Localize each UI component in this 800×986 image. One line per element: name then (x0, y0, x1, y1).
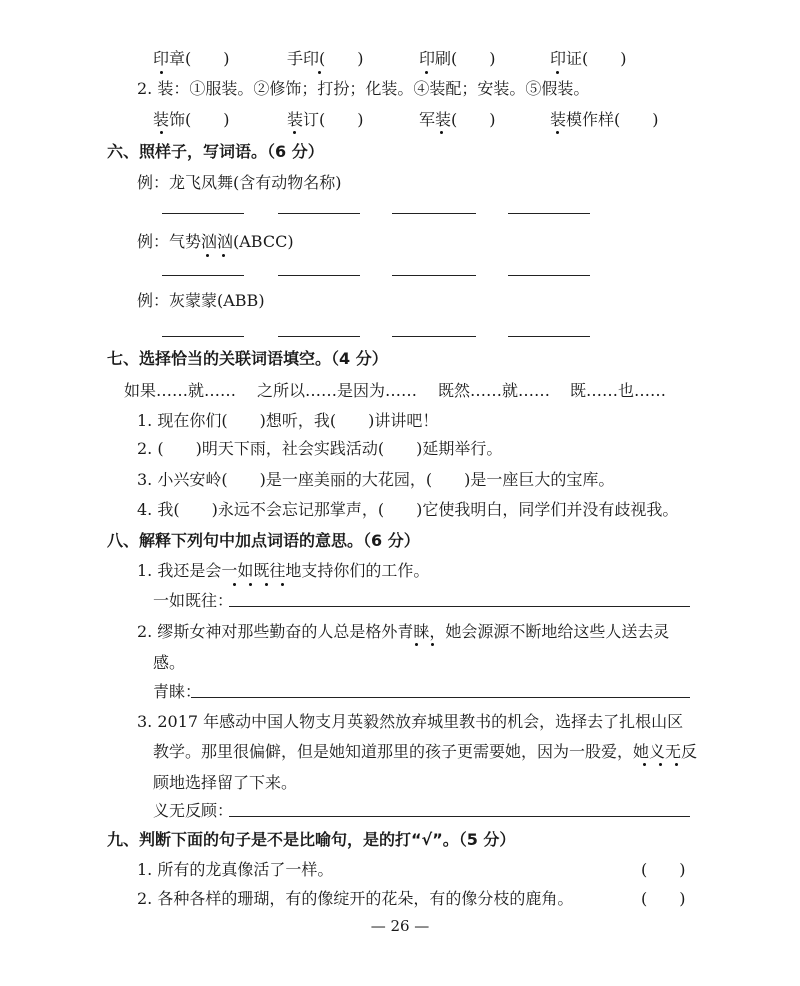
word-yinzhang: 印章( ) (153, 49, 230, 68)
section-8-title: 八、解释下列句中加点词语的意思。（6 分） (107, 531, 420, 550)
emphasis-dot (643, 763, 646, 766)
emphasis-dot (293, 131, 296, 134)
word-junzhuang: 军装( ) (419, 110, 496, 129)
option-1: 如果……就…… (124, 381, 237, 400)
answer-label-1: 一如既往： (153, 591, 234, 610)
section-8-q1: 1. 我还是会一如既往地支持你们的工作。 (137, 561, 430, 580)
answer-blank-line[interactable] (191, 697, 690, 698)
emphasis-dot (431, 643, 434, 646)
emphasis-dot (222, 254, 225, 257)
answer-blank-line[interactable] (229, 816, 690, 817)
answer-blank-line[interactable] (392, 336, 476, 337)
answer-blank-line[interactable] (392, 275, 476, 276)
word-zhuangding: 装订( ) (287, 110, 364, 129)
section-8-q3-line2: 教学。那里很偏僻，但是她知道那里的孩子更需要她，因为一股爱，她义无反 (153, 742, 698, 761)
word-zhuangshi: 装饰( ) (153, 110, 230, 129)
answer-blank-line[interactable] (392, 213, 476, 214)
section-9-title: 九、判断下面的句子是不是比喻句，是的打“√”。（5 分） (107, 830, 516, 849)
word-yinzheng: 印证( ) (550, 49, 627, 68)
section-8-q2-line1: 2. 缪斯女神对那些勤奋的人总是格外青睐，她会源源不断地给这些人送去灵 (137, 622, 670, 641)
section-8-q3-line1: 3. 2017 年感动中国人物支月英毅然放弃城里教书的机会，选择去了扎根山区 (137, 712, 684, 731)
emphasis-dot (249, 583, 252, 586)
section-9-q2: 2. 各种各样的珊瑚，有的像绽开的花朵，有的像分枝的鹿角。 (137, 889, 574, 908)
emphasis-dot (556, 71, 559, 74)
answer-blank-line[interactable] (278, 275, 360, 276)
emphasis-dot (160, 71, 163, 74)
emphasis-dot (281, 583, 284, 586)
word-yinshua: 印刷( ) (419, 49, 496, 68)
question-zhuang: 2. 装：①服装。②修饰；打扮；化装。④装配；安装。⑤假装。 (137, 79, 590, 98)
emphasis-dot (440, 131, 443, 134)
section-6-title: 六、照样子，写词语。（6 分） (107, 142, 324, 161)
section-7-q2: 2. ( )明天下雨，社会实践活动( )延期举行。 (137, 439, 503, 458)
answer-blank-line[interactable] (278, 213, 360, 214)
answer-blank-line[interactable] (162, 213, 244, 214)
emphasis-dot (318, 71, 321, 74)
section-7-q1: 1. 现在你们( )想听，我( )讲讲吧！ (137, 411, 439, 430)
section-7-title: 七、选择恰当的关联词语填空。（4 分） (107, 349, 388, 368)
emphasis-dot (659, 763, 662, 766)
section-7-q3: 3. 小兴安岭( )是一座美丽的大花园，( )是一座巨大的宝库。 (137, 470, 615, 489)
answer-blank-line[interactable] (508, 336, 590, 337)
option-4: 既……也…… (570, 381, 667, 400)
option-2: 之所以……是因为…… (257, 381, 418, 400)
section-9-q1: 1. 所有的龙真像活了一样。 (137, 860, 334, 879)
emphasis-dot (265, 583, 268, 586)
page-number: — 26 — (370, 917, 430, 935)
answer-blank-line[interactable] (229, 606, 690, 607)
word-shouyin: 手印( ) (287, 49, 364, 68)
section-8-q3-line3: 顾地选择留了下来。 (153, 773, 298, 792)
emphasis-dot (160, 131, 163, 134)
emphasis-dot (415, 643, 418, 646)
answer-blank-line[interactable] (508, 275, 590, 276)
answer-blank-line[interactable] (278, 336, 360, 337)
answer-blank-line[interactable] (162, 336, 244, 337)
section-7-q4: 4. 我( )永远不会忘记那掌声，( )它使我明白，同学们并没有歧视我。 (137, 500, 679, 519)
emphasis-dot (233, 583, 236, 586)
example-2: 例：气势汹汹(ABCC) (137, 232, 294, 251)
option-3: 既然……就…… (438, 381, 551, 400)
example-3: 例：灰蒙蒙(ABB) (137, 291, 265, 310)
emphasis-dot (675, 763, 678, 766)
answer-paren-1: ( ) (641, 860, 686, 879)
answer-label-3: 义无反顾： (153, 801, 234, 820)
word-zhuangmozuoyang: 装模作样( ) (550, 110, 659, 129)
answer-blank-line[interactable] (508, 213, 590, 214)
answer-paren-2: ( ) (641, 889, 686, 908)
section-8-q2-line2: 感。 (153, 653, 186, 672)
emphasis-dot (206, 254, 209, 257)
example-1: 例：龙飞凤舞(含有动物名称) (137, 173, 342, 192)
answer-label-2: 青睐： (153, 682, 202, 701)
emphasis-dot (425, 71, 428, 74)
emphasis-dot (556, 131, 559, 134)
answer-blank-line[interactable] (162, 275, 244, 276)
